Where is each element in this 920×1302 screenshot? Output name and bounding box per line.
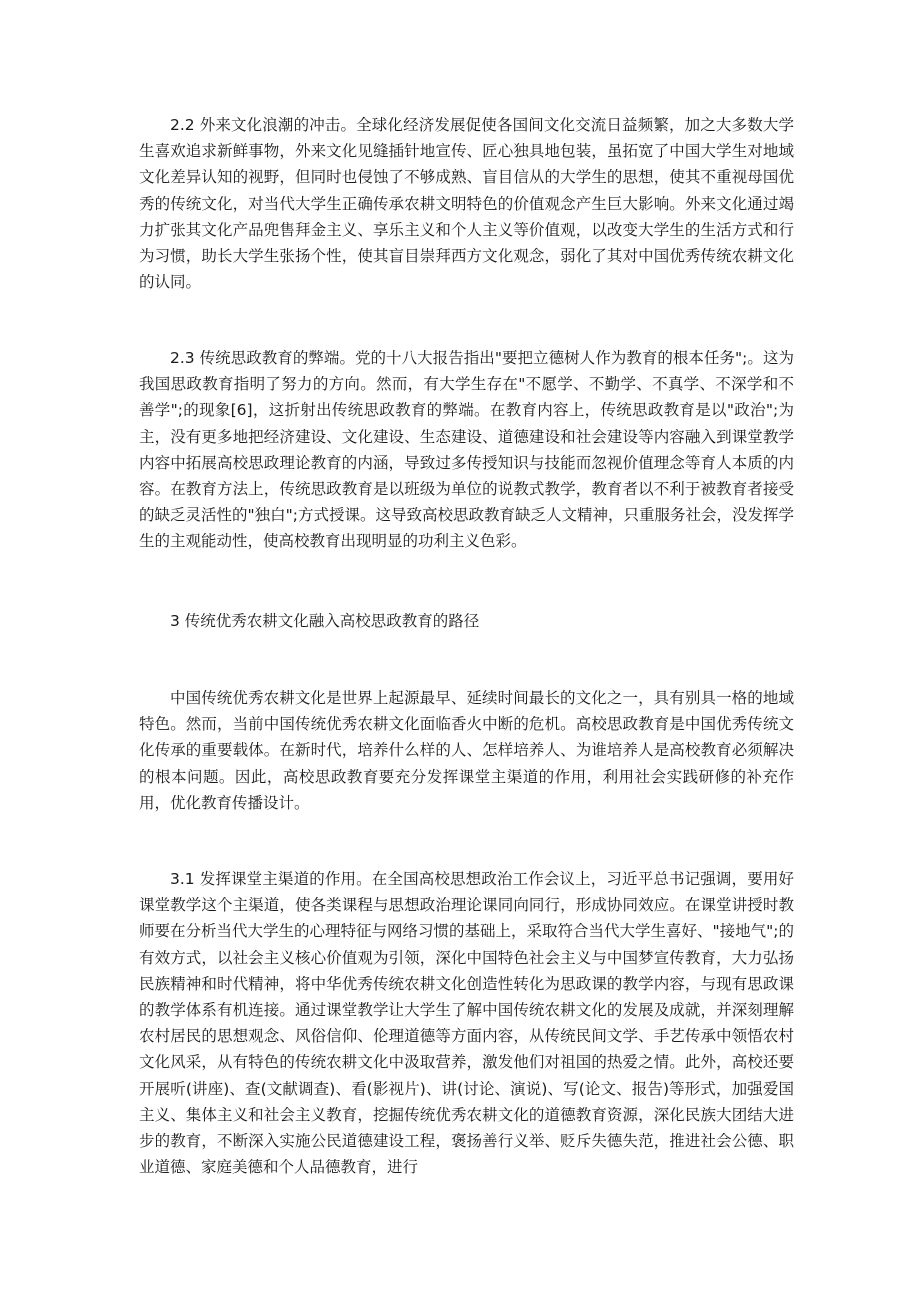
section-3-heading: 3 传统优秀农耕文化融入高校思政教育的路径 bbox=[170, 612, 480, 630]
paragraph-section-3-1: 3.1 发挥课堂主渠道的作用。在全国高校思想政治工作会议上，习近平总书记强调，要用好课堂教学这个主渠道，使各类课程与思想政治理论课同向同行，形成协同效应。在课堂讲授时教师要在分析当代大学生的心理特征与网络习惯的基础上，采取符合当代大学生喜好、"接地气";的有效方式，以社会主义核心价值观为引领，深化中国特色社会主义与中国梦宣传教育，大力弘扬民族精神和时代精神，将中华优秀传统农耕文化创造性转化为思政课的教学内容，与现有思政课的教学体系有机连接。通过课堂教学让大学生了解中国传统农耕文化的发展及成就，并深刻理解农村居民的思想观念、风俗信仰、伦理道德等方面内容，从传统民间文学、手艺传承中领悟农村文化风采，从有特色的传统农耕文化中汲取营养，激发他们对祖国的热爱之情。此外，高校还要开展听(讲座)、查(文献调查)、看(影视片)、讲(讨论、演说)、写(论文、报告)等形式，加强爱国主义、集体主义和社会主义教育，挖掘传统优秀农耕文化的道德教育资源，深化民族大团结大进步的教育，不断深入实施公民道德建设工程，褒扬善行义举、贬斥失德失范，推进社会公德、职业道德、家庭美德和个人品德教育，进行 bbox=[139, 870, 794, 1177]
paragraph-section-3-intro: 中国传统优秀农耕文化是世界上起源最早、延续时间最长的文化之一，具有别具一格的地域特色。然而，当前中国传统优秀农耕文化面临香火中断的危机。高校思政教育是中国优秀传统文化传承的重要载体。在新时代，培养什么样的人、怎样培养人、为谁培养人是高校教育必须解决的根本问题。因此，高校思政教育要充分发挥课堂主渠道的作用，利用社会实践研修的补充作用，优化教育传播设计。 bbox=[139, 689, 794, 812]
paragraph-section-2-2: 2.2 外来文化浪潮的冲击。全球化经济发展促使各国间文化交流日益频繁，加之大多数大学生喜欢追求新鲜事物，外来文化见缝插针地宣传、匠心独具地包装，虽拓宽了中国大学生对地域文化差异认知的视野，但同时也侵蚀了不够成熟、盲目信从的大学生的思想，使其不重视母国优秀的传统文化，对当代大学生正确传承农耕文明特色的价值观念产生巨大影响。外来文化通过竭力扩张其文化产品兜售拜金主义、享乐主义和个人主义等价值观，以改变大学生的生活方式和行为习惯，助长大学生张扬个性，使其盲目崇拜西方文化观念，弱化了其对中国优秀传统农耕文化的认同。 bbox=[139, 116, 794, 292]
paragraph-section-2-3: 2.3 传统思政教育的弊端。党的十八大报告指出"要把立德树人作为教育的根本任务";。这为我国思政教育指明了努力的方向。然而，有大学生存在"不愿学、不勤学、不真学、不深学和不善学";的现象[6]，这折射出传统思政教育的弊端。在教育内容上，传统思政教育是以"政治";为主，没有更多地把经济建设、文化建设、生态建设、道德建设和社会建设等内容融入到课堂教学内容中拓展高校思政理论教育的内涵，导致过多传授知识与技能而忽视价值理念等育人本质的内容。在教育方法上，传统思政教育是以班级为单位的说教式教学，教育者以不利于被教育者接受的缺乏灵活性的"独白";方式授课。这导致高校思政教育缺乏人文精神，只重服务社会，没发挥学生的主观能动性，使高校教育出现明显的功利主义色彩。 bbox=[139, 349, 794, 551]
